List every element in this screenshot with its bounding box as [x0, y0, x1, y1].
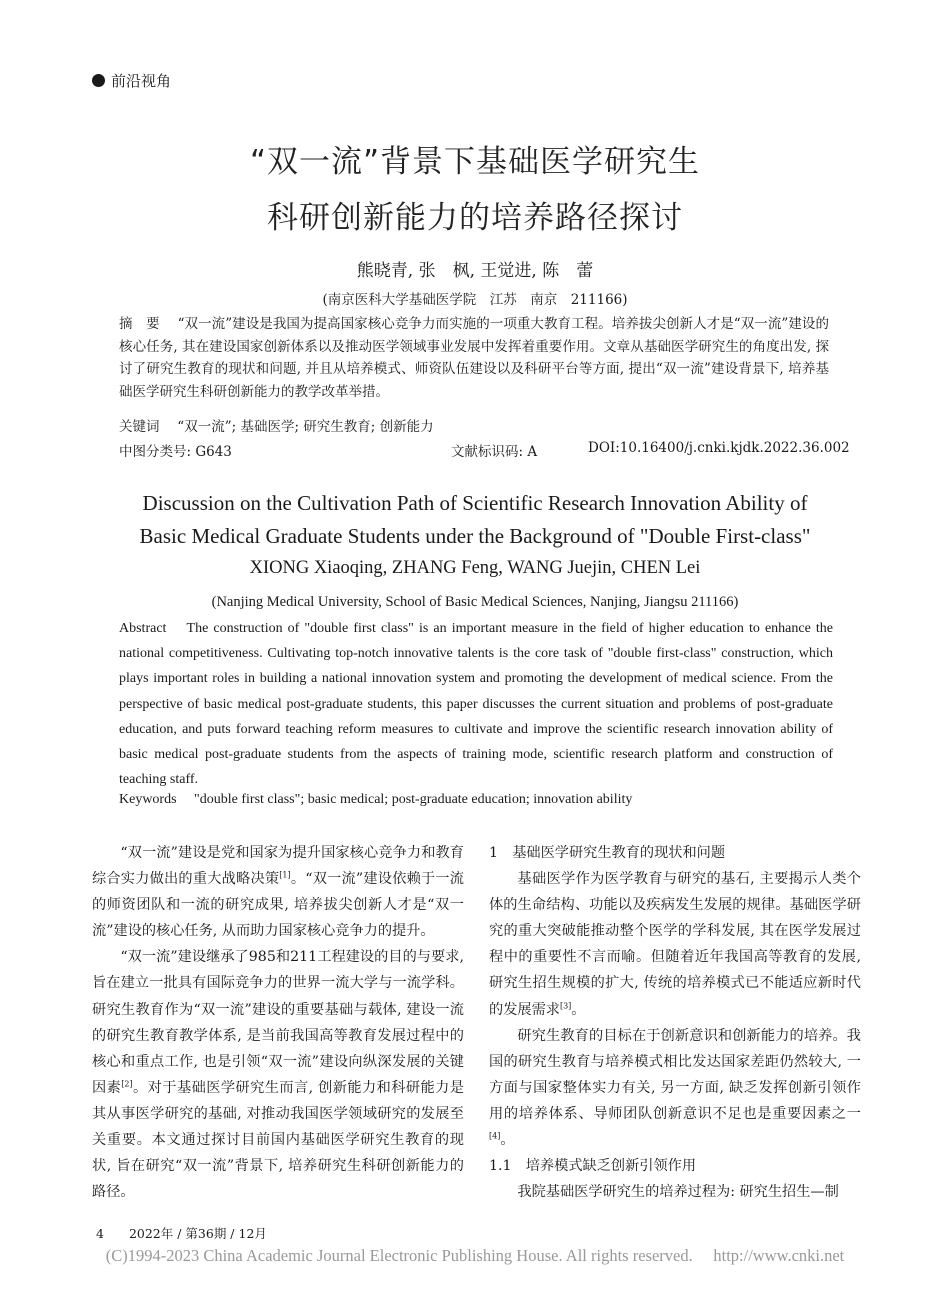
- section-heading-1-1: 1.1 培养模式缺乏创新引领作用: [489, 1158, 697, 1175]
- authors-cn: 熊晓青, 张 枫, 王觉进, 陈 蕾: [356, 261, 594, 281]
- en-title-line-2: Basic Medical Graduate Students under the Background of "Double First-class": [139, 524, 811, 548]
- section-tag: [92, 70, 171, 91]
- en-keywords: [119, 792, 833, 808]
- citation-ref: [2]: [121, 1079, 133, 1089]
- body-column-left: [92, 840, 464, 1205]
- body-paragraph: “双一流”建设继承了985和211工程建设的目的与要求, 旨在建立一批具有国际竞争力的世界一流大学与一流学科。研究生教育作为“双一流”建设的重要基础与载体, 建设一流的研究生教育教学体系, 是当前我国高等教育发展过程中的核心和重点工作, 也是引领“双一流”建设向纵深发展的关键因素[2]。对于基础医学研究生而言, 创新能力和科研能力是其从事医学研究的基础, 对推动我国医学领域研究的发展至关重要。本文通过探讨目前国内基础医学研究生教育的现状, 旨在研究“双一流”背景下, 培养研究生科研创新能力的路径。: [92, 949, 464, 1201]
- affiliation-cn: (南京医科大学基础医学院 江苏 南京 211166): [322, 292, 628, 308]
- body-paragraph: “双一流”建设是党和国家为提升国家核心竞争力和教育综合实力做出的重大战略决策[1]。“双一流”建设依赖于一流的师资团队和一流的研究成果, 培养拔尖创新人才是“双一流”建设的核心任务, 从而助力国家核心竞争力的提升。: [92, 845, 464, 940]
- en-keywords-text: "double first class"; basic medical; post-graduate education; innovation ability: [194, 792, 633, 807]
- citation-ref: [3]: [559, 1000, 572, 1010]
- body-paragraph: 研究生教育的目标在于创新意识和创新能力的培养。我国的研究生教育与培养模式相比发达国家差距仍然较大, 一方面与国家整体实力有关, 另一方面, 缺乏发挥创新引领作用的培养体系、导师团队创新意识不足也是重要因素之一[4]。: [489, 1027, 861, 1149]
- en-abstract-text: The construction of "double first class" is an important measure in the field of higher education to enhance the national competitiveness. Cultivating top-notch innovative talents is the core task of "double first-class" construction, which plays important roles in building a national innovation system and promoting the development of medical science. From the perspective of basic medical post-graduate students, this paper discusses the current situation and problems of post-graduate education, and puts forward teaching reform measures to cultivate and improve the scientific research innovation ability of basic medical post-graduate students from the aspects of training mode, scientific research platform and construction of teaching staff.: [119, 621, 833, 788]
- body-paragraph: 基础医学作为医学教育与研究的基石, 主要揭示人类个体的生命结构、功能以及疾病发生发展的规律。基础医学研究的重大突破能推动整个医学的学科发展, 其在医学发展过程中的重要性不言而喻。但随着近年我国高等教育的发展, 研究生招生规模的扩大, 传统的培养模式已不能适应新时代的发展需求[3]。: [489, 871, 861, 1018]
- document-code: 文献标识码: A: [451, 444, 538, 460]
- en-authors: XIONG Xiaoqing, ZHANG Feng, WANG Juejin, CHEN Lei: [249, 558, 701, 578]
- keywords-cn-text: “双一流”; 基础医学; 研究生教育; 创新能力: [177, 419, 434, 435]
- abstract-cn: [119, 313, 829, 403]
- section-heading-1: 1 基础医学研究生教育的现状和问题: [489, 845, 726, 861]
- section-tag-label: 前沿视角: [111, 72, 172, 90]
- copyright-watermark: (C)1994-2023 China Academic Journal Electronic Publishing House. All rights reserved. http://www.cnki.net: [105, 1246, 845, 1265]
- doi: DOI:10.16400/j.cnki.kjdk.2022.36.002: [588, 440, 850, 456]
- en-title-line-1: Discussion on the Cultivation Path of Scientific Research Innovation Ability of: [142, 491, 808, 515]
- body-column-right: [489, 840, 861, 1205]
- title-line-2: 科研创新能力的培养路径探讨: [267, 200, 683, 236]
- en-affiliation: (Nanjing Medical University, School of Basic Medical Sciences, Nanjing, Jiangsu 211166): [211, 594, 739, 610]
- en-keywords-label: Keywords: [119, 792, 177, 807]
- clc-number: 中图分类号: G643: [119, 444, 232, 460]
- abstract-cn-text: “双一流”建设是我国为提高国家核心竞争力而实施的一项重大教育工程。培养拔尖创新人才是“双一流”建设的核心任务, 其在建设国家创新体系以及推动医学领域事业发展中发挥着重要作用。文章从基础医学研究生的角度出发, 探讨了研究生教育的现状和问题, 并且从培养模式、师资队伍建设以及科研平台等方面, 提出“双一流”建设背景下, 培养基础医学研究生科研创新能力的教学改革举措。: [119, 316, 829, 400]
- citation-ref: [1]: [279, 870, 291, 880]
- keywords-cn-label: 关键词: [119, 419, 160, 435]
- keywords-cn: [119, 416, 829, 439]
- title-line-1: “双一流”背景下基础医学研究生: [249, 144, 701, 180]
- body-paragraph: 我院基础医学研究生的培养过程为: 研究生招生—制: [517, 1184, 839, 1201]
- page-footer: 4 2022年 / 第36期 / 12月: [96, 1226, 267, 1241]
- en-abstract: [119, 616, 833, 792]
- citation-ref: [4]: [489, 1131, 501, 1141]
- bullet-icon: [92, 74, 105, 87]
- abstract-cn-label: 摘 要: [119, 316, 160, 332]
- en-abstract-label: Abstract: [119, 621, 167, 636]
